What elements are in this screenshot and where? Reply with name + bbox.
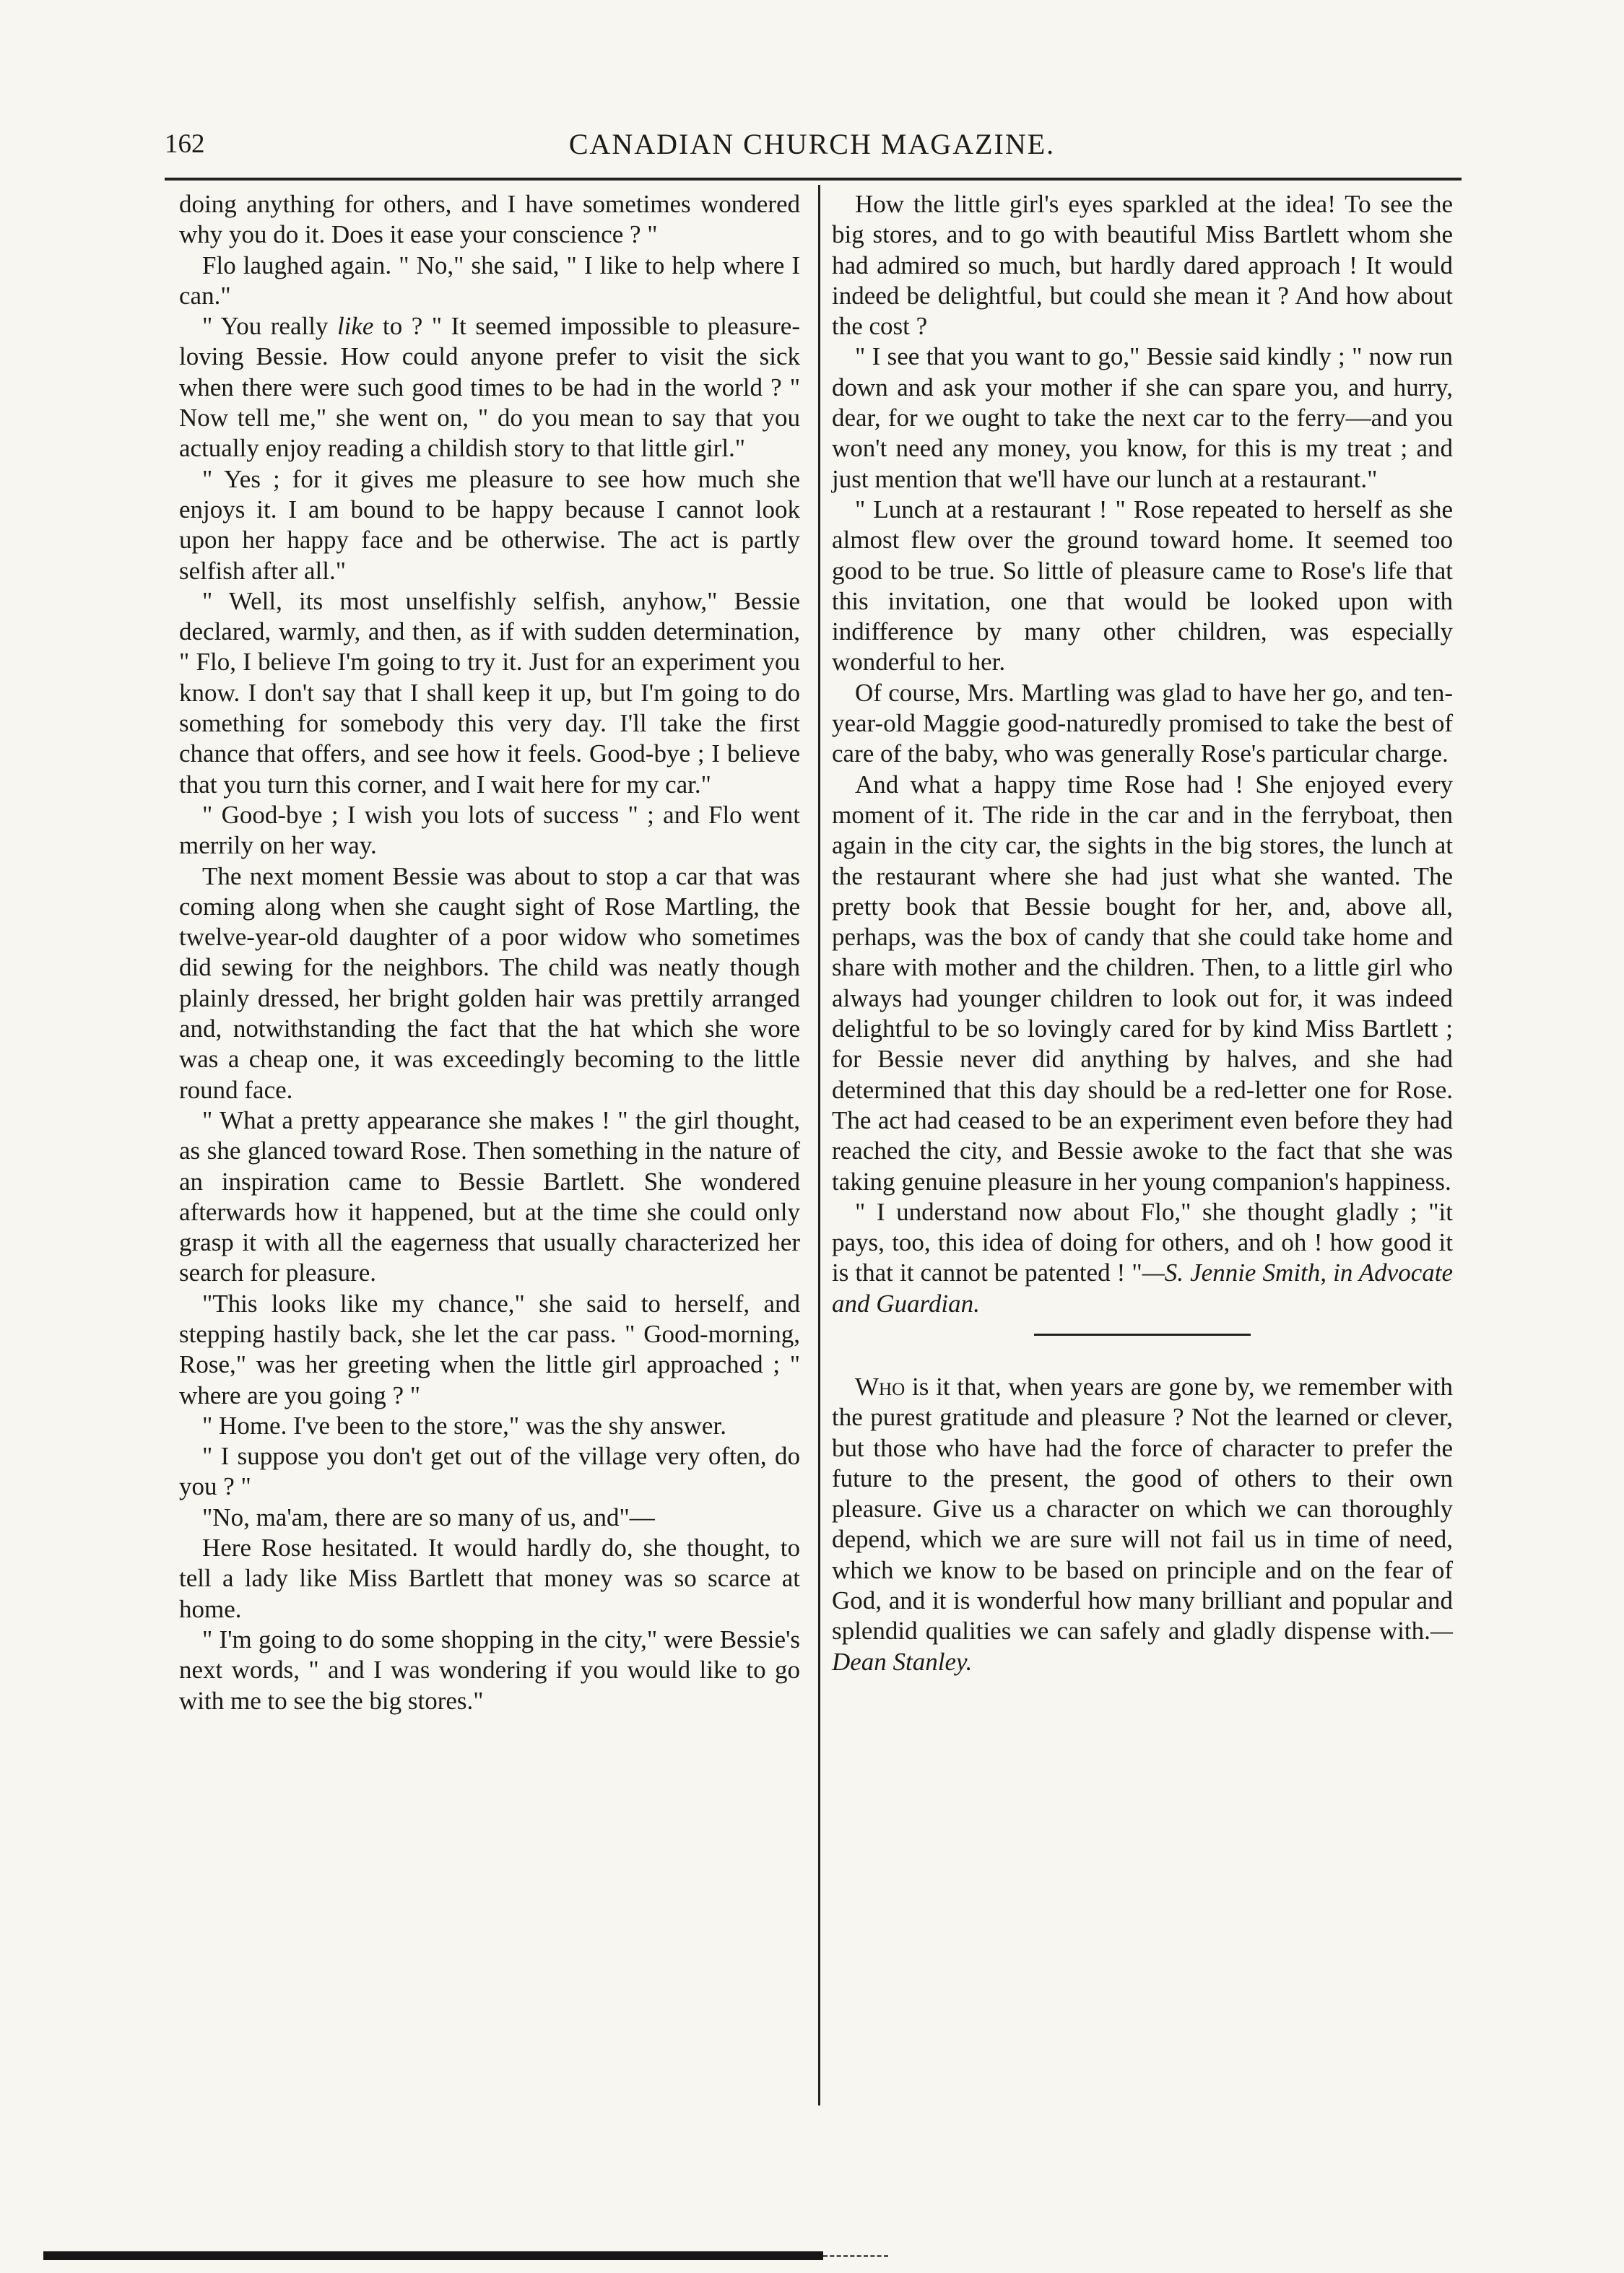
- paragraph: " I see that you want to go," Bessie said kindly ; " now run down and ask your mother if she can spare you, and hurry, dear, for we ought to take the next car to the ferry—and you won't need any money, you know, for this is my treat ; and just mention that we'll have our lunch at a restaurant.": [832, 342, 1453, 493]
- paragraph: [179, 311, 800, 464]
- text-run: is it that, when years are gone by, we remember with the purest gratitude and pleasure ? Not the learned or clever, but those who have had the force of character to prefer the future to the present, the good of others to their own pleasure. Give us a character on which we can thoroughly depend, which we are sure will not fail us in time of need, which we know to be based on principle and on the fear of God, and it is wonderful how many brilliant and popular and splendid qualities we can safely and gladly dispense with.: [832, 1372, 1453, 1646]
- attribution: —S. Jennie Smith, in Advocate and Guardian.: [832, 1259, 1453, 1318]
- emphasis: like: [336, 312, 374, 341]
- paragraph: And what a happy time Rose had ! She enjoyed every moment of it. The ride in the car and in the ferryboat, then again in the city car, the sights in the big stores, the lunch at the restaurant where she had just what she wanted. The pretty book that Bessie bought for her, and, above all, perhaps, was the box of candy that she could take home and share with mother and the children. Then, to a little girl who always had younger children to look out for, it was indeed delightful to be so lovingly cared for by kind Miss Bartlett ; for Bessie never did anything by halves, and she had determined that this day should be a red-letter one for Rose. The act had ceased to be an experiment even before they had reached the city, and Bessie awoke to the fact that she was taking genuine pleasure in her young companion's happiness.: [832, 770, 1453, 1196]
- paragraph: [832, 1372, 1453, 1677]
- left-column: [179, 189, 800, 1716]
- paragraph: " Home. I've been to the store," was the shy answer.: [202, 1411, 726, 1440]
- paragraph: Of course, Mrs. Martling was glad to have her go, and ten-year-old Maggie good-naturedly promised to take the best of care of the baby, who was generally Rose's particular charge.: [832, 678, 1453, 768]
- right-column: [832, 189, 1453, 1677]
- paragraph: " Good-bye ; I wish you lots of success " ; and Flo went merrily on her way.: [179, 800, 800, 860]
- paragraph: " Lunch at a restaurant ! " Rose repeated to herself as she almost flew over the ground toward home. It seemed too good to be true. So little of pleasure came to Rose's life that this invitation, one that would be looked upon with indifference by many other children, was especially wonderful to her.: [832, 495, 1453, 677]
- paragraph: How the little girl's eyes sparkled at the idea! To see the big stores, and to go with beautiful Miss Bartlett whom she had admired so much, but hardly dared approach ! It would indeed be delightful, but could she mean it ? And how about the cost ?: [832, 190, 1453, 341]
- paragraph: " Yes ; for it gives me pleasure to see how much she enjoys it. I am bound to be happy because I cannot look upon her happy face and be otherwise. The act is partly selfish after all.": [179, 464, 800, 585]
- running-title: CANADIAN CHURCH MAGAZINE.: [568, 128, 1056, 160]
- paragraph: " Well, its most unselfishly selfish, anyhow," Bessie declared, warmly, and then, as if with sudden determination, " Flo, I believe I'm going to try it. Just for an experiment you know. I don't say that I shall keep it up, but I'm going to do something for somebody this very day. I'll take the first chance that offers, and see how it feels. Good-bye ; I believe that you turn this corner, and I wait here for my car.": [179, 586, 800, 799]
- paragraph: [832, 1197, 1453, 1319]
- text-run: " You really: [202, 312, 337, 341]
- lead-word: Who: [855, 1372, 906, 1401]
- header-rule: [165, 178, 1462, 181]
- column-divider: [818, 185, 820, 2105]
- text-run: to ? " It seemed impossible to pleasure-loving Bessie. How could anyone prefer to visit the sick when there were such good times to be had in the world ? " Now tell me," she went on, " do you mean to say that you actually enjoy reading a childish story to that little girl.": [179, 312, 800, 463]
- paragraph: "This looks like my chance," she said to herself, and stepping hastily back, she let the car pass. " Good-morning, Rose," was her greeting when the little girl approached ; " where are you going ? ": [179, 1289, 800, 1409]
- paragraph: The next moment Bessie was about to stop a car that was coming along when she caught sight of Rose Martling, the twelve-year-old daughter of a poor widow who sometimes did sewing for the neighbors. The child was neatly though plainly dressed, her bright golden hair was prettily arranged and, notwithstanding the fact that the hat which she wore was a cheap one, it was exceedingly becoming to the little round face.: [179, 861, 800, 1104]
- section-separator: [1034, 1334, 1251, 1336]
- paragraph: "No, ma'am, there are so many of us, and"—: [202, 1503, 655, 1531]
- scan-edge-dash: [823, 2255, 888, 2257]
- attribution: —Dean Stanley.: [832, 1617, 1453, 1676]
- paragraph: doing anything for others, and I have sometimes wondered why you do it. Does it ease your conscience ? ": [179, 190, 800, 249]
- page-number: 162: [165, 129, 205, 159]
- paragraph: " I'm going to do some shopping in the city," were Bessie's next words, " and I was wondering if you would like to go with me to see the big stores.": [179, 1625, 800, 1715]
- scan-edge-bar: [43, 2251, 823, 2260]
- paragraph: " I suppose you don't get out of the village very often, do you ? ": [179, 1442, 800, 1501]
- paragraph: Here Rose hesitated. It would hardly do, she thought, to tell a lady like Miss Bartlett that money was so scarce at home.: [179, 1534, 800, 1623]
- paragraph: Flo laughed again. " No," she said, " I like to help where I can.": [179, 251, 800, 310]
- text-run: " I understand now about Flo," she thought gladly ; "it pays, too, this idea of doing for others, and oh ! how good it is that it cannot be patented ! ": [832, 1197, 1453, 1287]
- paragraph: " What a pretty appearance she makes ! " the girl thought, as she glanced toward Rose. Then something in the nature of an inspiration came to Bessie Bartlett. She wondered afterwards how it happened, but at the time she could only grasp it with all the eagerness that usually characterized her search for pleasure.: [179, 1105, 800, 1287]
